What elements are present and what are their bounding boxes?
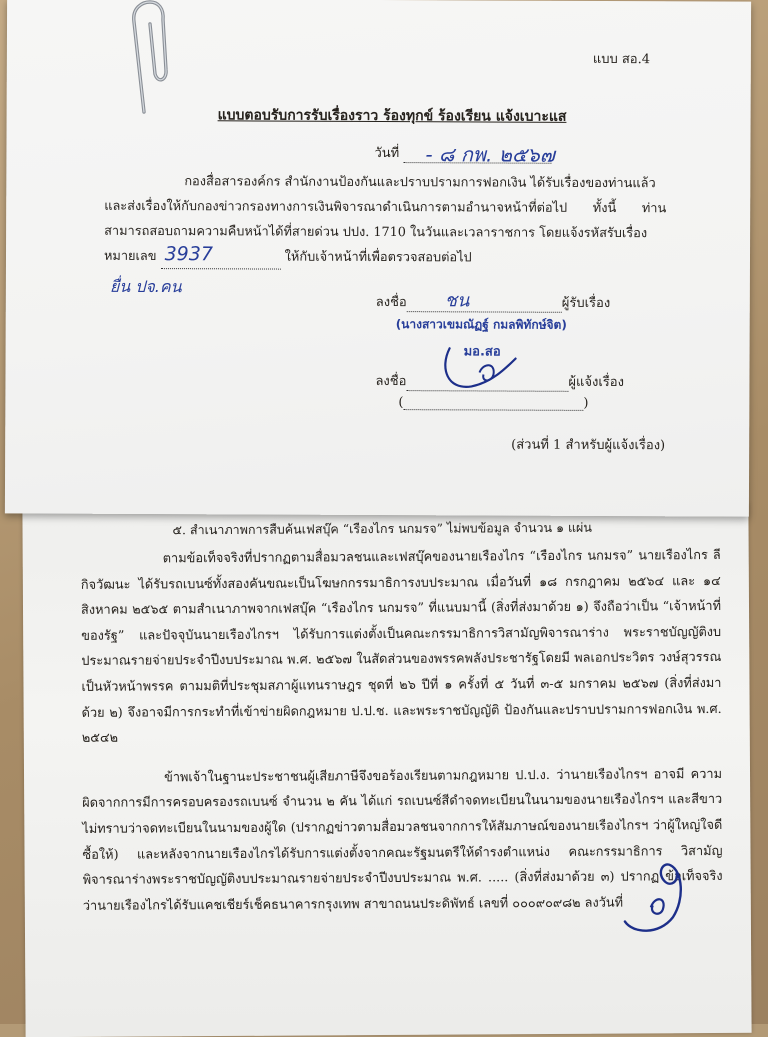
paren-open: ( — [398, 395, 404, 411]
form-body-line-1 — [104, 169, 666, 196]
paren-close: ) — [583, 395, 589, 411]
form-body-rest: และส่งเรื่องให้กับกองข่าวกรองทางการเงินพิจารณาดำเนินการตามอำนาจหน้าที่ต่อไป ทั้งนี้ ท่านสามารถสอบถามความคืบหน้าได้ที่สายด่วน ปปง. 1710 ในวันและเวลาราชการ โดยแจ้งรหัสรับเรื่อง — [104, 198, 667, 242]
form-body — [104, 169, 666, 271]
paper-clip-icon — [128, 0, 178, 120]
form-title: แบบตอบรับการรับเรื่องราว ร้องทุกข์ ร้องเรียน แจ้งเบาะแส — [217, 107, 567, 125]
initials-signature — [613, 851, 704, 942]
date-field — [403, 142, 555, 167]
receiver-signature-line — [376, 291, 610, 313]
reference-prefix: หมายเลข — [103, 248, 157, 265]
section-5-title: ๕. สำเนาภาพการสืบค้นเฟสบุ๊ค “เรืองไกร นกมรจ” ไม่พบข้อมูล จำนวน ๑ แผ่น — [172, 519, 592, 538]
handwritten-note: ยื่น ปจ.คน — [109, 276, 182, 297]
reference-line — [104, 244, 666, 271]
receiver-signature-field — [407, 290, 562, 313]
stamp-initials: มอ.สอ — [463, 344, 501, 360]
complainant-role: ผู้แจ้งเรื่อง — [568, 374, 624, 391]
part-note: (ส่วนที่ 1 สำหรับผู้แจ้งเรื่อง) — [511, 437, 666, 454]
receiver-name: (นางสาวเขมณัฏฐ์ กมลพิทักษ์จิต) — [395, 317, 567, 332]
complainant-name-line — [398, 393, 588, 411]
paragraph-2-text: ข้าพเจ้าในฐานะประชาชนผู้เสียภาษีจึงขอร้องเรียนตามกฎหมาย ป.ป.ง. ว่านายเรืองไกรฯ อาจมี ความผิดจากการมีการครอบครองรถเบนซ์ จำนวน ๒ คัน ได้แก่ รถเบนซ์สีดำจดทะเบียนในนามของนายเรืองไกรฯ และสีขาวไม่ทราบว่าจดทะเบียนในนามของผู้ใด (ปรากฏข่าวตามสื่อมวลชนจากการให้สัมภาษณ์ของนายเรืองไกรฯ ว่าผู้ใหญ่ใจดีซื้อให้) และหลังจากนายเรืองไกรได้รับการแต่งตั้งจากคณะรัฐมนตรีให้ดำรงตำแหน่ง คณะกรรมาธิการ วิสามัญพิจารณาร่างพระราชบัญญัติงบประมาณรายจ่ายประจำปีงบประมาณ พ.ศ. ..... (สิ่งที่ส่งมาด้วย ๓) ปรากฏ ข้อเท็จจริงว่านายเรืองไกรได้รับแคชเชียร์เช็คธนาคารกรุงเทพ สาขาถนนประดิพัทธ์ เลขที่ ๐๐๐๙๐๙๘๒ ลงวันที่ — [82, 766, 723, 914]
acknowledgement-form-page — [5, 0, 751, 517]
complainant-signature-line — [375, 370, 624, 392]
complaint-letter-page — [22, 503, 751, 1037]
receiver-sign-label: ลงชื่อ — [375, 294, 407, 311]
paragraph-1-text: ตามข้อเท็จจริงที่ปรากฏตามสื่อมวลชนและเฟสบุ๊คของนายเรืองไกร “เรืองไกร นกมรจ” นายเรืองไกร ลีกิจวัฒนะ ได้รับรถเบนซ์ทั้งสองคันขณะเป็นโฆษกกรรมาธิการงบประมาณ เมื่อวันที่ ๑๘ กรกฎาคม ๒๕๖๔ และ ๑๔ สิงหาคม ๒๕๖๕ ตามสำเนาภาพจากเฟสบุ๊ค “เรืองไกร นกมรจ” ที่แนบมานี้ (สิ่งที่ส่งมาด้วย ๑) จึงถือว่าเป็น “เจ้าหน้าที่ของรัฐ” และปัจจุบันนายเรืองไกรฯ ได้รับการแต่งตั้งเป็นคณะกรรมาธิการวิสามัญพิจารณาร่าง พระราชบัญญัติงบประมาณรายจ่ายประจำปีงบประมาณ พ.ศ. ๒๕๖๗ ในสัดส่วนของพรรคพลังประชารัฐโดยมี พลเอกประวิตร วงษ์สุวรรณ เป็นหัวหน้าพรรค ตามมติที่ประชุมสภาผู้แทนราษฎร ชุดที่ ๒๖ ปีที่ ๑ ครั้งที่ ๕ วันที่ ๓-๕ มกราคม ๒๕๖๗ (สิ่งที่ส่งมาด้วย ๒) จึงอาจมีการกระทำที่เข้าข่ายผิดกฎหมาย ป.ป.ช. และพระราชบัญญัติ ป้องกันและปราบปรามการฟอกเงิน พ.ศ. ๒๕๔๒ — [80, 547, 722, 747]
receiver-signature: ชน — [444, 290, 470, 312]
date-handwritten: - ๘ กพ. ๒๕๖๗ — [425, 142, 555, 167]
reference-field — [161, 243, 281, 270]
complainant-name-field — [403, 393, 583, 411]
date-label: วันที่ — [374, 145, 400, 162]
paragraph-1 — [81, 543, 722, 752]
reference-suffix: ให้กับเจ้าหน้าที่เพื่อตรวจสอบต่อไป — [284, 249, 472, 266]
form-code: แบบ สอ.4 — [592, 51, 651, 68]
reference-number: 3937 — [164, 243, 214, 266]
date-line — [374, 142, 555, 167]
complainant-sign-label: ลงชื่อ — [375, 373, 407, 390]
complainant-signature-field — [406, 374, 568, 392]
form-body-line-1-text: กองสื่อสารองค์กร สำนักงานป้องกันและปราบปรามการฟอกเงิน ได้รับเรื่องของท่านแล้ว — [184, 174, 656, 192]
receiver-role: ผู้รับเรื่อง — [561, 295, 611, 312]
